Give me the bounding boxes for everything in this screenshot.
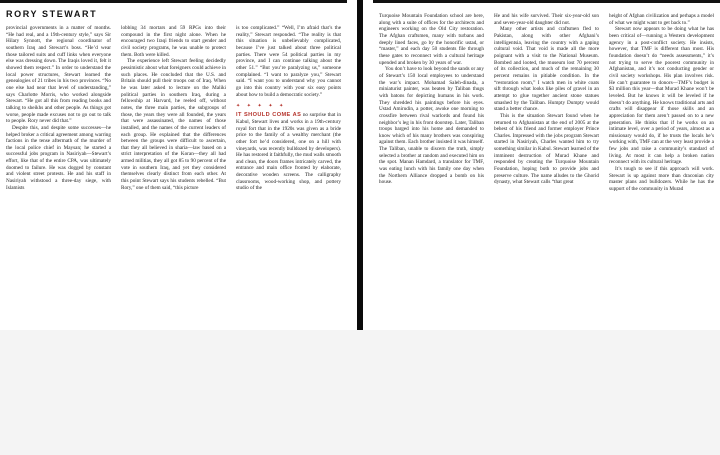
- left-page: [0, 0, 347, 330]
- left-column-3: [236, 25, 341, 324]
- section-ornament: ✦ ✦ ✦ ✦ ✦: [236, 103, 286, 110]
- running-header: RORY STEWART: [6, 9, 98, 19]
- paragraph: is too complicated.” “Well, I’m afraid that’s the reality,” Stewart responded. “The reality is that this situation is unbelievably complicated, because I’ve just talked about three political parties. There were 54 political parties in my province, and I can continue talking about the other 51.” “But you’re paralyzing us,” someone complained. “I want to paralyze you,” Stewart said. “I want you to understand why you cannot go into this country with your six easy points about how to build a democratic society.”: [236, 25, 341, 98]
- gutter-bar: [357, 0, 363, 330]
- paragraph: This is the situation Stewart found when he returned to Afghanistan at the end of 2005 at the behest of his friend and former employer Prince Charles. Impressed with the jobs program Stewart started in Nasiriyah, Charles wanted him to try something similar in Kabul. Stewart learned of the imminent destruction of Murad Khane and responded by creating the Turquoise Mountain Foundation, hoping both to provide jobs and preserve culture. The name alludes to the Ghorid dynasty, what Stewart calls “that great: [494, 112, 599, 186]
- paragraph: Many other artists and craftsmen fled to Pakistan, along with other Afghani’s intelligentsia, leaving the country with a gaping cultural void. That void is made all the more poignant with a visit to the National Museum. Bombed and looted, the museum lost 70 percent of its collection, and much of the remaining 30 percent remains in pitiable condition. In the “restoration room,” I watch men in white coats sift through what looks like piles of gravel in an attempt to glue together ancient stone statues smashed by the Taliban. Humpty Dumpty would stand a better chance.: [494, 26, 599, 113]
- paragraph-lead: [236, 112, 341, 192]
- book-gutter: [347, 0, 373, 330]
- paragraph: provincial governments in a matter of months. “He had real, and a 19th-century style,” says Sir Hilary Synnott, the regional coordinator of southern Iraq and Stewart’s boss. “He’d wear those tailored suits and cuff links when everyone else was dressing down. The Iraqis loved it, felt it showed them respect.” In order to understand the local power structures, Stewart learned the genealogies of 21 tribes in his two provinces. “No one else had near that level of understanding,” says Charlotte Morris, who worked alongside Stewart. “He got all this from reading books and talking to sheikhs and other people. As things got worse, people made excuses not to go out to talk to people. Rory never did that.”: [6, 25, 111, 125]
- lead-paragraph-text: no surprise that in Kabul, Stewart lives and works in a 19th-century royal fort that in the 1920s was given as a bride price to the family of a wealthy merchant (the other fort he’d considered, one on a hill with vineyards, was recently bulldozed by developers). He has restored it faithfully, the mud walls smooth and clean, the doors frames intricately carved, the entrance and main office fronted by elaborate, decorative wooden screens. The calligraphy classrooms, wood-working shop, and pottery studio of the: [236, 112, 341, 192]
- empty-background: [0, 330, 720, 455]
- paragraph: Stewart now appears to be doing what he has been critical of—running a Western development agency in a post-conflict society. He insists, however, that TMF is different than most. His foundation doesn’t do “needs assessments,” it’s not trying to serve the poorest community in Afghanistan, and it’s not conducting gender or civil society workshops. His plan involves risk. He can’t guarantee to donors—TMF’s budget is $3 million this year—that Murad Khane won’t be leveled. But he knows it will be leveled if he doesn’t do anything. He knows traditional arts and crafts will disappear if those skills and an appreciation for them aren’t passed on to a new generation. He thinks that if he works on an intimate level, over a period of years, almost as a missionary would do, if he trusts the locals he’s working with, TMF can at the very least provide a few jobs and raise a community’s standard of living. At most it can help a broken nation reconnect with its cultural heritage.: [609, 26, 714, 166]
- right-column-1: [379, 13, 484, 324]
- right-column-2: [494, 13, 599, 324]
- paragraph: You don’t have to look beyond the sands or any of Stewart’s 150 local employees to understand the war’s impact. Mohamad Saleh-dinada, a miniaturist painter, was beaten by Taliban thugs with batons for depicting humans in his work. They shredded his paintings before his eyes. Ustad Amirudin, a potter, awoke one morning to crossfire between rival warlords and found his neighbor’s leg in his front doorstep. Later, Taliban troops barged into his home and demanded to know which of his many brothers was conspiring against them. Each brother insisted it was himself. The Taliban, unable to discern the truth, simply selected a brother at random and executed him on the spot. Manan Hamdard, a translator for TMF, was eating lunch with his family one day when the Northern Alliance dropped a bomb on his house.: [379, 66, 484, 186]
- paragraph: The experience left Stewart feeling decidedly pessimistic about what foreigners could achieve in such places. He concluded that the U.S. and Britain should pull their troops out of Iraq. When he was later asked to lecture on the Maliki political parties in southern Iraq, during a fellowship at Harvard, he reeled off, without notes, the three main parties, the subgroups of those, the years they were all founded, the years that were assassinated, the names of those installed, and the names of the current leaders of each group. He explained that the differences between the groups were difficult to ascertain, that they all believed in sharia—law based on a strict interpretation of the Koran—they all had armed militias, they all got 85 to 90 percent of the vote in southern Iraq, and yet they considered themselves clearly distinct from each other. At this point Stewart says his students rebelled. “But Rory,” one of them said, “this picture: [121, 58, 226, 191]
- right-page: [373, 0, 720, 330]
- right-columns: [379, 13, 714, 324]
- paragraph: Despite this, and despite some successes—he helped broker a critical agreement among warring factions in the tense aftermath of the murder of the local police chief in Maysan; he started a successful jobs program in Nasiriyah—Stewart’s effort, like that of the entire CPA, was ultimately doomed to failure. He was dogged by constant and violent street protests. He and his staff in Nasiriyah withstood a three-day siege, with Islamists: [6, 124, 111, 191]
- section-lead-in: IT SHOULD COME AS: [236, 112, 302, 119]
- paragraph: Turquoise Mountain Foundation school are here, along with a suite of offices for the architects and engineers working on the Old City restoration. The Afghan craftsmen, many with turbans and deeply lined faces, go by the honorific ustad, or “master,” and each day 50 students file through these gates to reconnect with a cultural heritage upended and broken by 30 years of war.: [379, 13, 484, 66]
- left-column-2: [121, 25, 226, 324]
- paragraph: He and his wife survived. Their six-year-old son and seven-year-old daughter did not.: [494, 13, 599, 26]
- left-column-1: [6, 25, 111, 324]
- paragraph: height of Afghan civilization and perhaps a model of what we might want to get back to.”: [609, 13, 714, 26]
- left-columns: [6, 25, 341, 324]
- right-column-3: [609, 13, 714, 324]
- paragraph: It’s tough to see if this approach will work. Stewart is up against more than draconian city master plans and bulldozers. While he has the support of the community in Murad: [609, 166, 714, 193]
- paragraph: lobbing 34 mortars and 59 RPGs into their compound in the first night alone. When he encouraged two Iraqi friends to start gender and civil society programs, he was unable to protect them. Both were killed.: [121, 25, 226, 58]
